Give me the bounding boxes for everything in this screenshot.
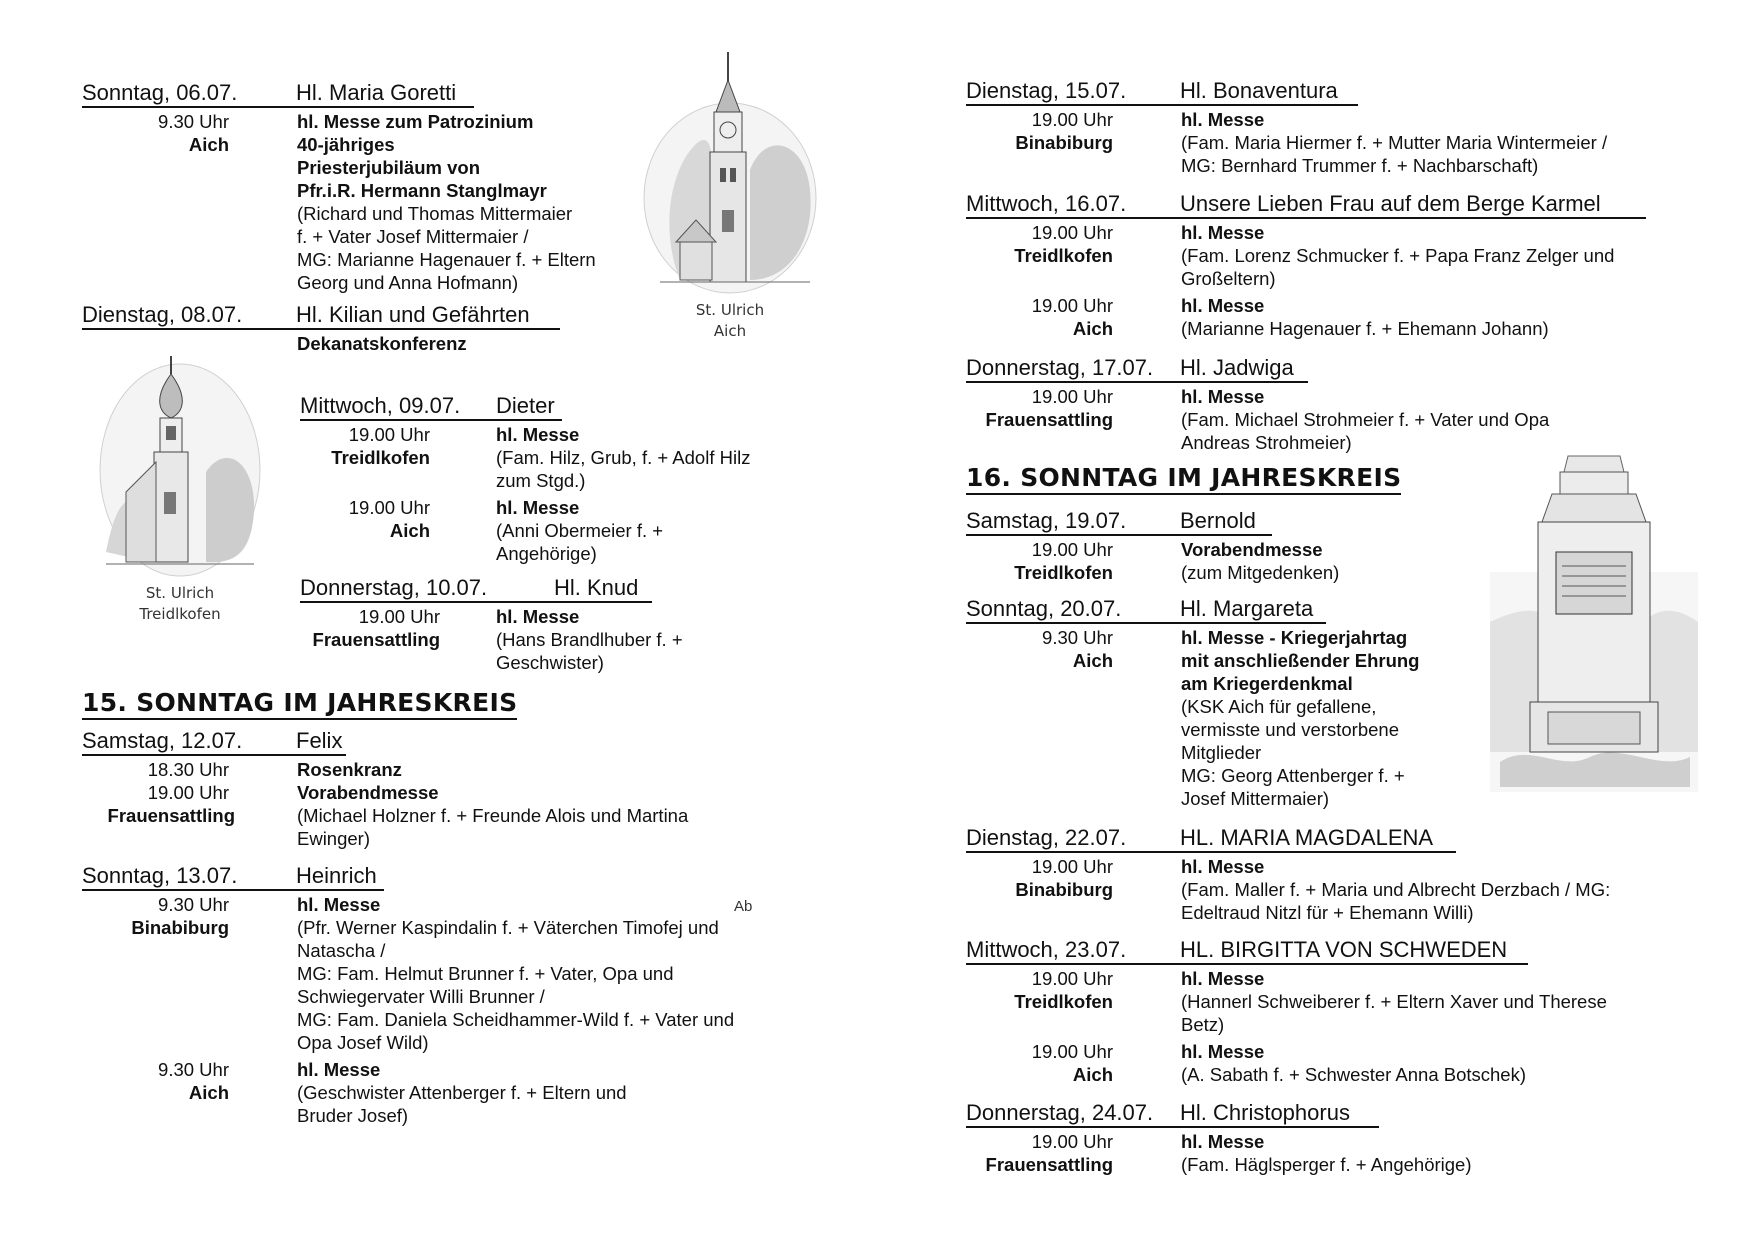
mass-title: 40-jähriges <box>297 134 395 155</box>
event-date: Samstag, 12.07. <box>82 728 243 753</box>
mass-place: Treidlkofen <box>1014 991 1113 1012</box>
event-thursday-2407 <box>966 1100 1686 1176</box>
event-saint: HL. BIRGITTA VON SCHWEDEN <box>1180 937 1508 962</box>
mass-title: Priesterjubiläum von <box>297 157 480 178</box>
mass-entry <box>966 1130 1686 1176</box>
event-wednesday-0907 <box>300 393 800 565</box>
mass-intention: (Marianne Hagenauer f. + Ehemann Johann) <box>1181 318 1549 339</box>
mass-place: Aich <box>389 520 430 541</box>
margin-note: Ab <box>734 898 753 915</box>
mass-time: 19.00 Uhr <box>1031 856 1113 877</box>
mass-intention: (Fam. Maller f. + Maria und Albrecht Derzbach / MG: <box>1181 879 1611 900</box>
event-header <box>966 937 1528 965</box>
mass-place: Aich <box>188 1082 229 1103</box>
event-header <box>966 508 1272 536</box>
event-wednesday-1607 <box>966 191 1686 340</box>
mass-entry <box>300 423 800 492</box>
event-date: Donnerstag, 10.07. <box>300 575 488 600</box>
event-header <box>300 393 562 421</box>
mass-title: hl. Messe <box>297 1059 381 1080</box>
mass-title: hl. Messe <box>496 424 580 445</box>
mass-intention: MG: Marianne Hagenauer f. + Eltern <box>297 249 596 270</box>
event-saint: Hl. Jadwiga <box>1180 355 1294 380</box>
mass-title: hl. Messe <box>1181 386 1265 407</box>
mass-place: Frauensattling <box>312 629 440 650</box>
event-date: Donnerstag, 17.07. <box>966 355 1154 380</box>
mass-intention: MG: Georg Attenberger f. + <box>1181 765 1405 786</box>
church-illustration <box>96 352 264 578</box>
event-date: Samstag, 19.07. <box>966 508 1127 533</box>
mass-title: am Kriegerdenkmal <box>1181 673 1353 694</box>
mass-intention: Angehörige) <box>496 543 597 564</box>
mass-entry <box>82 1058 802 1127</box>
event-date: Dienstag, 15.07. <box>966 78 1127 103</box>
mass-entry <box>82 893 802 1054</box>
section-title: 15. SONNTAG IM JAHRESKREIS <box>82 688 517 720</box>
mass-title: hl. Messe <box>1181 222 1265 243</box>
event-saint: Hl. Knud <box>554 575 639 600</box>
mass-intention: Bruder Josef) <box>297 1105 409 1126</box>
mass-time: 19.00 Uhr <box>1031 109 1113 130</box>
mass-title: hl. Messe <box>1181 1131 1265 1152</box>
mass-title: hl. Messe <box>496 497 580 518</box>
event-saint: Heinrich <box>296 863 377 888</box>
mass-intention: vermisste und verstorbene <box>1181 719 1399 740</box>
mass-intention: (zum Mitgedenken) <box>1181 562 1340 583</box>
church-illustration <box>640 50 820 295</box>
event-saint: Hl. Maria Goretti <box>296 80 457 105</box>
mass-place: Treidlkofen <box>1014 562 1113 583</box>
mass-intention: Edeltraud Nitzl für + Ehemann Willi) <box>1181 902 1474 923</box>
mass-time: 19.00 Uhr <box>1031 539 1113 560</box>
mass-entry <box>966 967 1686 1036</box>
mass-intention: Opa Josef Wild) <box>297 1032 429 1053</box>
mass-intention: (Michael Holzner f. + Freunde Alois und Martina <box>297 805 689 826</box>
mass-entry <box>300 496 800 565</box>
event-saint: Hl. Kilian und Gefährten <box>296 302 530 327</box>
event-date: Dienstag, 22.07. <box>966 825 1127 850</box>
mass-entry <box>966 294 1686 340</box>
mass-entry <box>300 605 800 674</box>
mass-entry <box>82 110 642 294</box>
mass-place: Frauensattling <box>985 409 1113 430</box>
image-caption: Treidlkofen <box>139 605 221 623</box>
mass-time: 18.30 Uhr <box>147 759 229 780</box>
church-sketch-treidlkofen <box>96 352 264 623</box>
mass-intention: f. + Vater Josef Mittermaier / <box>297 226 529 247</box>
mass-title: hl. Messe <box>1181 856 1265 877</box>
mass-intention: Natascha / <box>297 940 386 961</box>
mass-intention: (Fam. Maria Hiermer f. + Mutter Maria Wintermeier / <box>1181 132 1608 153</box>
event-date: Donnerstag, 24.07. <box>966 1100 1154 1125</box>
event-wednesday-2307 <box>966 937 1686 1086</box>
mass-place: Aich <box>1072 650 1113 671</box>
mass-intention: Schwiegervater Willi Brunner / <box>297 986 545 1007</box>
event-date: Sonntag, 06.07. <box>82 80 238 105</box>
event-sunday-0607 <box>82 80 642 294</box>
event-date: Sonntag, 20.07. <box>966 596 1122 621</box>
event-saint: Bernold <box>1180 508 1256 533</box>
mass-entry <box>966 221 1686 290</box>
event-date: Mittwoch, 09.07. <box>300 393 461 418</box>
mass-place: Treidlkofen <box>1014 245 1113 266</box>
event-saint: Hl. Margareta <box>1180 596 1314 621</box>
mass-entry <box>966 538 1686 584</box>
mass-title: hl. Messe <box>1181 109 1265 130</box>
mass-intention: (Fam. Häglsperger f. + Angehörige) <box>1181 1154 1472 1175</box>
memorial-illustration <box>1490 452 1698 792</box>
mass-intention: (A. Sabath f. + Schwester Anna Botschek) <box>1181 1064 1527 1085</box>
mass-intention: (Fam. Hilz, Grub, f. + Adolf Hilz <box>496 447 751 468</box>
event-header <box>82 80 474 108</box>
mass-place: Frauensattling <box>107 805 235 826</box>
event-date: Sonntag, 13.07. <box>82 863 238 888</box>
event-saturday-1907 <box>966 508 1686 584</box>
mass-intention: MG: Fam. Helmut Brunner f. + Vater, Opa und <box>297 963 674 984</box>
mass-intention: Josef Mittermaier) <box>1181 788 1330 809</box>
event-header <box>82 728 346 756</box>
mass-intention: zum Stgd.) <box>496 470 586 491</box>
mass-title: hl. Messe <box>1181 1041 1265 1062</box>
mass-entry <box>966 1040 1686 1086</box>
section-heading-15 <box>82 688 517 720</box>
event-header <box>966 596 1326 624</box>
mass-title: Rosenkranz <box>297 759 402 780</box>
war-memorial-sketch <box>1490 452 1698 792</box>
mass-title: Pfr.i.R. Hermann Stanglmayr <box>297 180 547 201</box>
mass-title: Vorabendmesse <box>297 782 439 803</box>
mass-place: Treidlkofen <box>331 447 430 468</box>
mass-intention: (Geschwister Attenberger f. + Eltern und <box>297 1082 627 1103</box>
event-header <box>966 355 1308 383</box>
event-header <box>82 302 560 330</box>
mass-entry <box>966 108 1686 177</box>
mass-title: hl. Messe - Kriegerjahrtag <box>1181 627 1408 648</box>
mass-intention: (Fam. Michael Strohmeier f. + Vater und Opa <box>1181 409 1550 430</box>
mass-title: hl. Messe <box>1181 295 1265 316</box>
event-header <box>966 1100 1379 1128</box>
event-sunday-1307 <box>82 863 802 1127</box>
mass-intention: (Hannerl Schweiberer f. + Eltern Xaver und Therese <box>1181 991 1607 1012</box>
event-saturday-1207 <box>82 728 762 850</box>
mass-intention: Ewinger) <box>297 828 370 849</box>
event-saint: Hl. Christophorus <box>1180 1100 1350 1125</box>
event-header <box>300 575 652 603</box>
mass-intention: Georg und Anna Hofmann) <box>297 272 519 293</box>
mass-intention: (Anni Obermeier f. + <box>496 520 664 541</box>
mass-intention: (Fam. Lorenz Schmucker f. + Papa Franz Zelger und <box>1181 245 1615 266</box>
image-caption: St. Ulrich <box>695 301 765 319</box>
mass-place: Aich <box>1072 1064 1113 1085</box>
mass-title: hl. Messe <box>297 894 381 915</box>
mass-time: 19.00 Uhr <box>1031 222 1113 243</box>
mass-place: Binabiburg <box>1015 879 1113 900</box>
mass-intention: (Richard und Thomas Mittermaier <box>297 203 573 224</box>
event-date: Mittwoch, 16.07. <box>966 191 1127 216</box>
event-thursday-1007 <box>300 575 800 674</box>
mass-title: Vorabendmesse <box>1181 539 1323 560</box>
mass-time: 19.00 Uhr <box>1031 295 1113 316</box>
event-header <box>966 78 1358 106</box>
mass-time: 19.00 Uhr <box>348 424 430 445</box>
event-tuesday-2207 <box>966 825 1686 924</box>
event-saint: Hl. Bonaventura <box>1180 78 1338 103</box>
mass-entry <box>966 385 1686 454</box>
event-header <box>966 191 1646 219</box>
note-text: Dekanatskonferenz <box>297 333 467 354</box>
event-sunday-2007 <box>966 596 1486 810</box>
mass-time: 19.00 Uhr <box>1031 1041 1113 1062</box>
mass-title: hl. Messe <box>496 606 580 627</box>
mass-title: hl. Messe zum Patrozinium <box>297 111 534 132</box>
mass-intention: (Pfr. Werner Kaspindalin f. + Väterchen Timofej und <box>297 917 719 938</box>
mass-time: 19.00 Uhr <box>1031 968 1113 989</box>
event-thursday-1707 <box>966 355 1686 454</box>
mass-intention: Großeltern) <box>1181 268 1276 289</box>
mass-place: Binabiburg <box>1015 132 1113 153</box>
mass-time: 19.00 Uhr <box>348 497 430 518</box>
mass-place: Binabiburg <box>131 917 229 938</box>
church-sketch-aich <box>640 50 820 340</box>
mass-intention: (KSK Aich für gefallene, <box>1181 696 1377 717</box>
image-caption: Aich <box>713 322 747 340</box>
image-caption: St. Ulrich <box>145 584 215 602</box>
mass-entry <box>966 626 1486 810</box>
mass-intention: (Hans Brandlhuber f. + <box>496 629 683 650</box>
mass-intention: Mitglieder <box>1181 742 1262 763</box>
event-header <box>966 825 1456 853</box>
event-saint: HL. MARIA MAGDALENA <box>1180 825 1434 850</box>
mass-time: 9.30 Uhr <box>158 1059 229 1080</box>
event-saint: Felix <box>296 728 343 753</box>
mass-time: 19.00 Uhr <box>1031 386 1113 407</box>
mass-intention: MG: Fam. Daniela Scheidhammer-Wild f. + Vater und <box>297 1009 735 1030</box>
mass-time: 9.30 Uhr <box>158 894 229 915</box>
event-header <box>82 863 384 891</box>
section-heading-16 <box>966 463 1401 495</box>
mass-time: 19.00 Uhr <box>358 606 440 627</box>
mass-time: 19.00 Uhr <box>147 782 229 803</box>
mass-intention: Geschwister) <box>496 652 604 673</box>
mass-time: 19.00 Uhr <box>1031 1131 1113 1152</box>
section-title: 16. SONNTAG IM JAHRESKREIS <box>966 463 1401 495</box>
mass-intention: Andreas Strohmeier) <box>1181 432 1352 453</box>
mass-intention: MG: Bernhard Trummer f. + Nachbarschaft) <box>1181 155 1539 176</box>
event-saint: Unsere Lieben Frau auf dem Berge Karmel <box>1180 191 1601 216</box>
mass-time: 9.30 Uhr <box>1042 627 1113 648</box>
mass-time: 9.30 Uhr <box>158 111 229 132</box>
mass-entry <box>82 758 762 850</box>
mass-intention: Betz) <box>1181 1014 1225 1035</box>
mass-place: Frauensattling <box>985 1154 1113 1175</box>
event-tuesday-0807 <box>82 302 642 355</box>
mass-title: mit anschließender Ehrung <box>1181 650 1420 671</box>
mass-entry <box>966 855 1686 924</box>
mass-title: hl. Messe <box>1181 968 1265 989</box>
mass-place: Aich <box>1072 318 1113 339</box>
event-date: Dienstag, 08.07. <box>82 302 243 327</box>
event-saint: Dieter <box>496 393 555 418</box>
event-tuesday-1507 <box>966 78 1686 177</box>
event-date: Mittwoch, 23.07. <box>966 937 1127 962</box>
mass-place: Aich <box>188 134 229 155</box>
